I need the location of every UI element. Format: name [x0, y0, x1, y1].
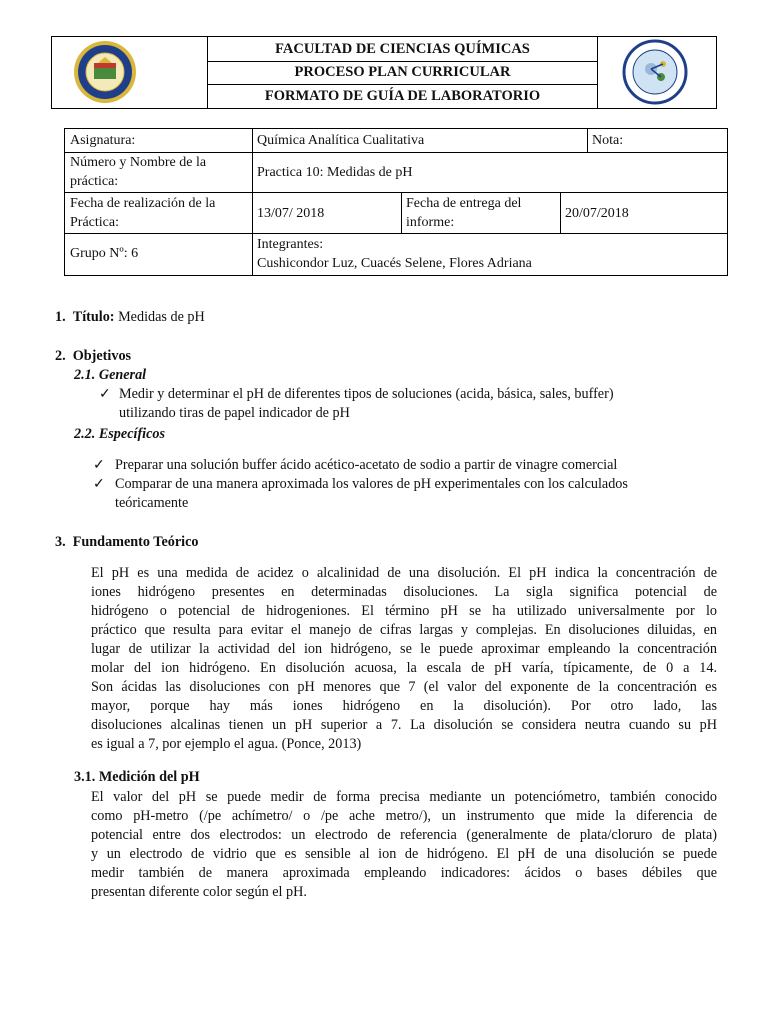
- general-objective-line-1: Medir y determinar el pH de diferentes tipos de soluciones (acida, básica, sales, buffer): [119, 386, 614, 402]
- specific-objective-2-line-2: teóricamente: [115, 495, 189, 511]
- asignatura-value: Química Analítica Cualitativa: [257, 133, 425, 148]
- paragraph-line: molar del ion hidrógeno. En disolución acuosa, la escala de pH varía, típicamente, de 0 a 14.: [91, 660, 717, 676]
- paragraph-line: El pH es una medida de acidez o alcalinidad de una disolución. El pH indica la concentración de: [91, 565, 717, 581]
- section-2-title: 2. Objetivos: [55, 348, 132, 364]
- section-1-title: 1. Título: Medidas de pH: [55, 309, 205, 325]
- paragraph-line: iones hidrógeno presentes en determinadas disoluciones. La sigla significa potencial de: [91, 584, 717, 600]
- paragraph-line: potencial entre dos electrodos: un electrodo de referencia (generalmente de plata/cloruro de plata): [91, 827, 717, 843]
- header-faculty: FACULTAD DE CIENCIAS QUÍMICAS: [208, 37, 597, 62]
- check-icon: ✓: [93, 457, 105, 473]
- header-right-logo-cell: [597, 37, 716, 108]
- nota-label: Nota:: [592, 133, 624, 148]
- paragraph-line: El valor del pH se puede medir de forma precisa mediante un potenciómetro, también conocido: [91, 789, 717, 805]
- faculty-seal-icon: [615, 39, 695, 105]
- header-titles: [208, 37, 597, 108]
- paragraph-line: lugar de utilizar la actividad del ion hidrógeno, se le puede aproximar empleando la concentración: [91, 641, 717, 657]
- specific-objective-2-line-1: Comparar de una manera aproximada los valores de pH experimentales con los calculados: [115, 476, 628, 492]
- asignatura-label: Asignatura:: [70, 133, 136, 148]
- university-seal-icon: [62, 39, 148, 105]
- paragraph-line: y un electrodo de vidrio que es sensible al ion de hidrógeno. El pH de una disolución se puede: [91, 846, 717, 862]
- practica-label: Número y Nombre de la práctica:: [70, 155, 207, 189]
- check-icon: ✓: [93, 476, 105, 492]
- fecha-realizacion-value: 13/07/ 2018: [257, 206, 325, 221]
- grupo-label: Grupo Nº: 6: [70, 246, 139, 261]
- fecha-entrega-value: 20/07/2018: [565, 206, 629, 221]
- fecha-entrega-label: Fecha de entrega del informe:: [406, 196, 522, 230]
- paragraph-line: como pH-metro (/pe achímetro/ o /pe ache metro/), un instrumento que mide la diferencia de: [91, 808, 717, 824]
- check-icon: ✓: [99, 386, 111, 402]
- paragraph-line: es igual a 7, por ejemplo el agua. (Ponce, 2013): [91, 736, 362, 752]
- integrantes: Integrantes: Cushicondor Luz, Cuacés Selene, Flores Adriana: [257, 237, 532, 271]
- section-3-title: 3. Fundamento Teórico: [55, 534, 199, 550]
- paragraph-line: medir también de manera aproximada empleando indicadores: ácidos o bases débiles que: [91, 865, 717, 881]
- practice-info-table: [64, 128, 728, 276]
- section-3-1-title: 3.1. Medición del pH: [74, 769, 200, 785]
- header-left-logo-cell: [52, 37, 208, 108]
- header-format: FORMATO DE GUÍA DE LABORATORIO: [264, 88, 541, 104]
- paragraph-line: hidrógeno o potencial de hidrogeniones. El término pH se ha utilizado universalmente por lo: [91, 603, 717, 619]
- document-header: [51, 36, 717, 109]
- general-objective-line-2: utilizando tiras de papel indicador de pH: [119, 405, 350, 421]
- paragraph-line: Son ácidas las disoluciones con pH menores que 7 (el valor del exponente de la concentración es: [91, 679, 717, 695]
- paragraph-line: práctico que resulta para evitar el manejo de cifras largas y complejas. En disoluciones diluidas, en: [91, 622, 717, 638]
- fecha-realizacion-label: Fecha de realización de la Práctica:: [70, 196, 216, 230]
- paragraph-line: presentan diferente color según el pH.: [91, 884, 307, 900]
- paragraph-line: disoluciones alcalinas tienen un pH superior a 7. La disolución se considera neutra cuando su pH: [91, 717, 717, 733]
- specific-objective-1: Preparar una solución buffer ácido acético-acetato de sodio a partir de vinagre comercial: [115, 457, 618, 473]
- header-process: PROCESO PLAN CURRICULAR: [208, 61, 597, 85]
- practica-value: Practica 10: Medidas de pH: [257, 165, 413, 180]
- section-2-2-title: 2.2. Específicos: [74, 426, 166, 442]
- section-2-1-title: 2.1. General: [74, 367, 147, 383]
- paragraph-line: mayor, porque hay más iones hidrógeno en la disolución). Por otro lado, las: [91, 698, 717, 714]
